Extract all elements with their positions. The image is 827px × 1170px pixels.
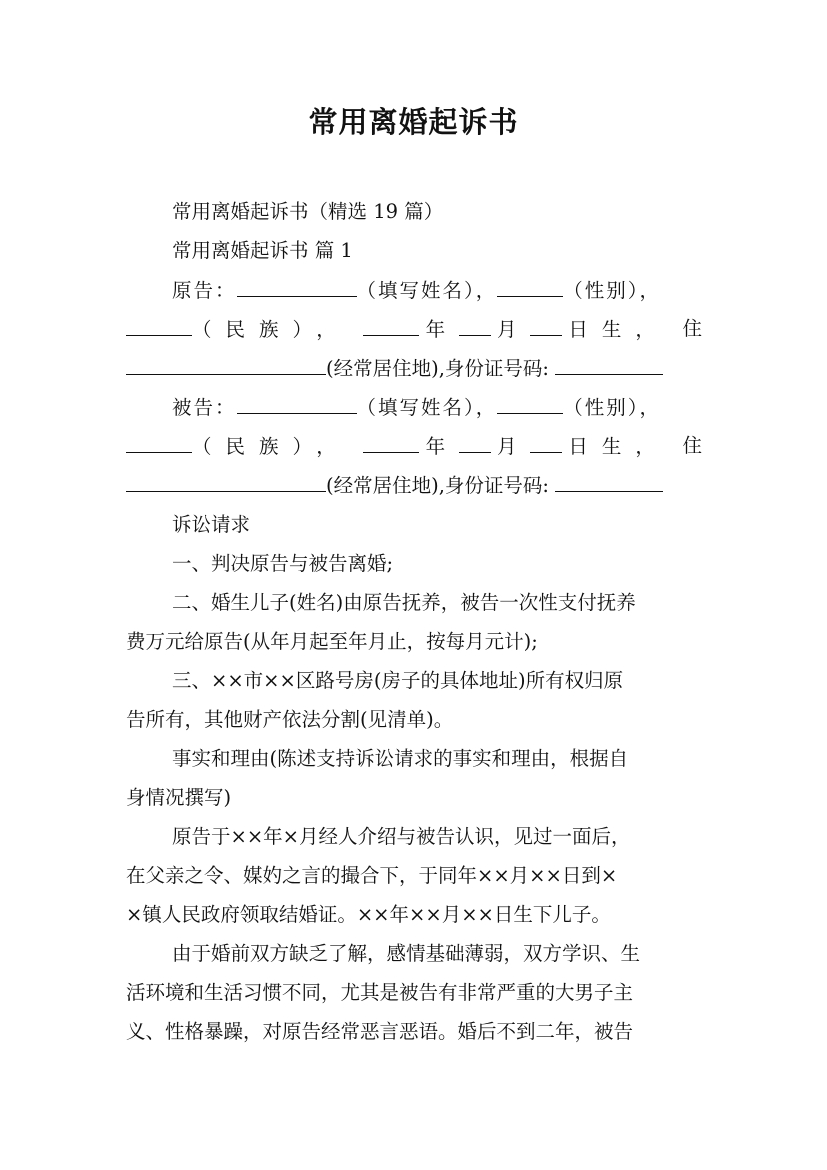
defendant-ethnicity-blank [126, 433, 192, 453]
defendant-label: 被告： [172, 396, 237, 419]
plaintiff-address-blank [126, 355, 326, 375]
birth-label: 日生， [568, 435, 669, 458]
plaintiff-line-2 [126, 316, 702, 343]
claim-3-line-2: 告所有，其他财产依法分割(见清单)。 [126, 708, 454, 731]
ethnicity-note: （民族）， [192, 318, 350, 341]
defendant-day-blank [530, 433, 562, 453]
paragraph-2-line-2: 活环境和生活习惯不同，尤其是被告有非常严重的大男子主 [126, 981, 634, 1004]
plaintiff-ethnicity-blank [126, 316, 192, 336]
paragraph-2-line-3: 义、性格暴躁，对原告经常恶言恶语。婚后不到二年，被告 [126, 1020, 634, 1043]
month-label: 月 [496, 435, 517, 458]
claim-3-line-1: 三、××市××区路号房(房子的具体地址)所有权归原 [172, 669, 624, 692]
gender-note: （性别）， [563, 279, 662, 302]
facts-line-2: 身情况撰写) [126, 786, 232, 809]
live-label: 住 [682, 434, 702, 457]
ethnicity-note: （民族）， [192, 435, 350, 458]
gender-note: （性别）， [563, 396, 662, 419]
month-label: 月 [496, 318, 517, 341]
year-label: 年 [425, 318, 446, 341]
claim-2-line-2: 费万元给原告(从年月起至年月止，按每月元计); [126, 630, 538, 653]
defendant-line-3 [126, 472, 702, 499]
defendant-line-1 [172, 394, 702, 421]
plaintiff-name-blank [237, 277, 357, 297]
defendant-name-blank [237, 394, 357, 414]
claim-2-line-1: 二、婚生儿子(姓名)由原告抚养，被告一次性支付抚养 [172, 591, 636, 614]
claim-1: 一、判决原告与被告离婚; [172, 552, 394, 575]
year-label: 年 [425, 435, 446, 458]
paragraph-2-line-1: 由于婚前双方缺乏了解，感情基础薄弱，双方学识、生 [172, 942, 641, 965]
defendant-id-blank [555, 472, 663, 492]
plaintiff-gender-blank [497, 277, 563, 297]
plaintiff-year-blank [363, 316, 419, 336]
birth-label: 日生， [568, 318, 669, 341]
paragraph-1-line-1: 原告于××年×月经人介绍与被告认识，见过一面后， [172, 825, 631, 848]
plaintiff-line-3 [126, 355, 702, 382]
defendant-line-2 [126, 433, 702, 460]
defendant-month-blank [459, 433, 491, 453]
defendant-gender-blank [497, 394, 563, 414]
subtitle: 常用离婚起诉书（精选 19 篇） [172, 200, 444, 223]
address-note: (经常居住地),身份证号码: [326, 357, 549, 380]
plaintiff-month-blank [459, 316, 491, 336]
paragraph-1-line-3: ×镇人民政府领取结婚证。××年××月××日生下儿子。 [126, 903, 611, 926]
document-title: 常用离婚起诉书 [308, 105, 519, 139]
plaintiff-line-1 [172, 277, 702, 304]
defendant-address-blank [126, 472, 326, 492]
name-note: （填写姓名）， [356, 279, 498, 302]
plaintiff-id-blank [555, 355, 663, 375]
facts-line-1: 事实和理由(陈述支持诉讼请求的事实和理由，根据自 [172, 747, 629, 770]
name-note: （填写姓名）， [356, 396, 498, 419]
paragraph-1-line-2: 在父亲之令、媒妁之言的撮合下，于同年××月××日到× [126, 864, 618, 887]
defendant-year-blank [363, 433, 419, 453]
live-label: 住 [682, 317, 702, 340]
claims-heading: 诉讼请求 [172, 513, 251, 536]
section-heading: 常用离婚起诉书 篇 1 [172, 239, 353, 262]
plaintiff-day-blank [530, 316, 562, 336]
address-note: (经常居住地),身份证号码: [326, 474, 549, 497]
plaintiff-label: 原告： [172, 279, 237, 302]
